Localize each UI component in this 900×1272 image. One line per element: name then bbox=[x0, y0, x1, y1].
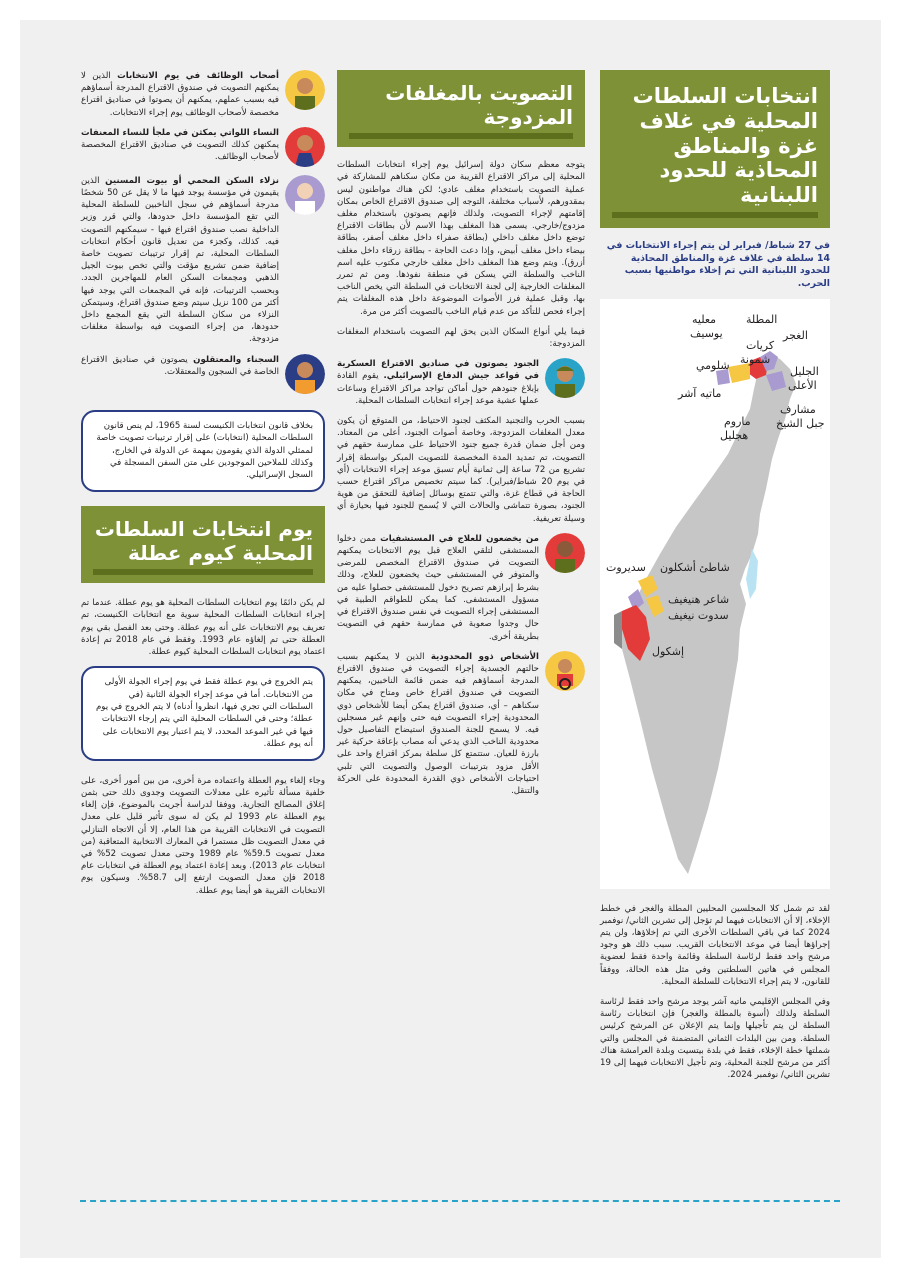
label-marom: ماروم bbox=[724, 414, 751, 428]
label-ghajar: الغجر bbox=[783, 328, 808, 342]
right-lead: في 27 شباط/ فبراير لن يتم إجراء الانتخابات في 14 سلطة في غلاف غزة والمناطق المحاذية للحدود اللبنانية التي تم إخلاء مواطنيها بسبب الحرب. bbox=[606, 239, 830, 289]
title-underline bbox=[612, 212, 818, 218]
label-shmona: شمونة bbox=[740, 352, 771, 366]
reserves-text: بسبب الحرب والتجنيد المكثف لجنود الاحتياط، من المتوقع أن يكون معدل المغلفات المزدوجة، وخاصة أصوات الجنود، أعلى من المعتاد. ومن أجل ضمان قدرة جميع جنود الاحتياط على ممارسة حقهم في التصويت، تم تمديد المدة المخصصة للتصويت المبكر بواسطة إقرار تشريع من 72 ساعة إلى ثمانية أيام تسبق موعد إجراء الانتخابات (أي في يوم 20 شباط/فبراير). كما سيتم تخصيص مراكز اقتراع حسب الحاجة في قطاع غزة، والتي تتمتع بوسائل إضافية للتحقق من هوية الجنود، بصورة تتماشى والحالات التي لا يُسمح للجنود فيها بحيازة أي وسيلة تعريفية. bbox=[337, 416, 585, 524]
label-hagalil: هجليل bbox=[720, 428, 749, 442]
elderly-text bbox=[81, 175, 279, 346]
label-sdot-negev: سدوت نيغيف bbox=[668, 608, 729, 622]
officials-desc: الذين لا يمكنهم التصويت في صندوق الاقتراع المدرجة أسماؤهم فيه بسبب عملهم، يمكنهم أن يصوتوا في صناديق اقتراع مخصصة لأصحاب الوظائف يوم إجراء الانتخابات. bbox=[81, 71, 279, 118]
officials-item bbox=[81, 70, 325, 119]
officials-text bbox=[81, 70, 279, 119]
elderly-avatar-icon bbox=[285, 175, 325, 215]
double-envelope-title-box bbox=[337, 70, 585, 147]
prisoners-desc: يصوتون في صناديق الاقتراع الخاصة في السجون والمعتقلات. bbox=[81, 354, 279, 377]
hospital-desc: ممن دخلوا المستشفى لتلقي العلاج قبل يوم الانتخابات يمكنهم التصويت في صندوق الاقتراع المخصص للمرضى والمتوفر في المستشفى حيث يخضعون للعلاج، وذلك بشرط إبرازهم تصريح دخول للمستشفى حصلوا عليه من مسؤول المستشفى. كما يمكن للطواقم الطبية في المستشفى إجراء التصويت في نفس صندوق الاقتراع في حال وجدوا صعوبة في ممارسة حقهم في التصويت بطريقة أخرى. bbox=[337, 533, 539, 642]
soldiers-text bbox=[337, 358, 539, 407]
bottom-dashed-divider bbox=[80, 1200, 840, 1202]
right-column bbox=[600, 70, 830, 1089]
right-paragraph-1: لقد تم شمل كلا المجلسين المحليين المطلة والغجر في خطط الإخلاء، إلا أن الانتخابات فيهما لم تؤجل إلى تشرين الثاني/ نوفمبر 2024 كما في باقي السلطات الأخرى التي تم إخلاؤها، ولن يتم إجراؤها أيضا في موعد الانتخابات القريب. سبب ذلك هو وجود مرشح واحد فقط لرئاسة السلطة وقائمة واحدة فقط لعضوية المجلس في هاتين السلطتين وفي مثل هذه الحالة، ووفقاً للقانون، لا يتم إجراء الانتخابات للسلطة المحلية. bbox=[600, 903, 830, 987]
disabled-item bbox=[337, 651, 585, 797]
holiday-paragraph-2: وجاء إلغاء يوم العطلة واعتماده مرة أخرى، من بين أمور أخرى، على خلفية مسألة تأثيره على معدلات التصويت وجدوى ذلك حتى بثمن إغلاق المصالح التجارية. ووفقا لدراسة أجريت بالموضوع، فإن إلغاء يوم العطلة عام 1993 لم يكن له سوى تأثير قليل على معدل التصويت في الانتخابات القريبة من هذا العام، إلا أن الاتجاه التنازلي في معدل التصويت ظل مستمرا في المعارك الانتخابية المتعاقبة (من معدل تصويت 59.5% عام 1989 وحتى معدل تصويت 52% في انتخابات عام 2013). وبعد إعادة اعتماد يوم العطلة في انتخابات عام 2018 فإن معدل التصويت ارتفع إلى 58.7%. وسيكون يوم الانتخابات القريبة هو أيضا يوم عطلة. bbox=[81, 775, 325, 896]
shelter-text bbox=[81, 127, 279, 164]
elderly-bold: نزلاء السكن المحمي أو بيوت المسنين bbox=[105, 175, 280, 186]
label-shaar-hanegev: شاعر هنيغيف bbox=[668, 592, 730, 606]
soldiers-item bbox=[337, 358, 585, 407]
right-paragraph-2: وفي المجلس الإقليمي ماتيه آشر يوجد مرشح واحد فقط لرئاسة السلطة ولذلك (أسوة بالمطلة والغجر) فإن انتخابات رئاسة السلطة لن يتم تأجيلها وإنما يتم الإعلان عن المرشح كرئيس السلطة. ومن بين البلدات الثماني المتضمنة في المجلس والتي شملتها خطة الإخلاء، فقط في بلدة بيتسيت وبلدة العرامشة هناك أكثر من مرشح للجنة المحلية، وتم تأجيل الانتخابات فيهما إلى 19 تشرين الثاني/ نوفمبر 2024. bbox=[600, 997, 830, 1081]
elderly-item bbox=[81, 175, 325, 346]
prisoners-bold: السجناء والمعتقلون bbox=[193, 354, 279, 365]
label-elyon: الأعلى bbox=[788, 378, 817, 392]
prisoners-text bbox=[81, 354, 279, 378]
shelter-bold: النساء اللواتي يمكثن في ملجأ للنساء المعنفات bbox=[81, 127, 279, 138]
shelter-desc: يمكنهن كذلك التصويت في صناديق الاقتراع المخصصة لأصحاب الوظائف. bbox=[81, 140, 279, 163]
prisoner-avatar-icon bbox=[285, 354, 325, 394]
disabled-text bbox=[337, 651, 539, 797]
official-avatar-icon bbox=[285, 70, 325, 110]
title-underline bbox=[93, 569, 313, 575]
soldiers-desc: يقوم القادة بإبلاغ جنودهم حول أماكن تواجد مراكز الاقتراع وساعات عملها عشية موعد إجراء انتخابات السلطات المحلية. bbox=[337, 371, 539, 406]
label-mateh-asher: ماتيه آشر bbox=[678, 386, 722, 400]
disabled-bold: الأشخاص ذوو المحدودية bbox=[430, 651, 539, 662]
label-galil: الجليل bbox=[790, 364, 819, 378]
label-yosef: يوسيف bbox=[690, 326, 723, 340]
label-jabal: جبل الشيخ bbox=[776, 416, 825, 430]
holiday-title: يوم انتخابات السلطات المحلية كيوم عطلة bbox=[94, 516, 313, 565]
hospital-bold: من يخضعون للعلاج في المستشفيات bbox=[380, 533, 539, 544]
prisoners-item bbox=[81, 354, 325, 394]
knesset-law-note: بخلاف قانون انتخابات الكنيست لسنة 1965، لم ينص قانون السلطات المحلية (انتخابات) على إقرار ترتيبات تصويت خاصة لممثلي الدولة الذي يقومون بمهمة عن الدولة في الخارج، وكذلك للملاحين الموجودين على متن السفن المسجلة في السجل الإسرائيلي. bbox=[81, 410, 325, 492]
title-underline bbox=[349, 133, 573, 139]
main-title-box bbox=[600, 70, 830, 228]
label-metula: المطلة bbox=[746, 312, 778, 326]
types-intro: فيما يلي أنواع السكان الذين يحق لهم التصويت باستخدام المغلفات المزدوجة: bbox=[337, 326, 585, 350]
disabled-desc: الذين لا يمكنهم بسبب حالتهم الجسدية إجراء التصويت في صندوق الاقتراع المدرجة أسماؤهم فيه ضمن قائمة الناخبين، يمكنهم التصويت في صندوق اقتراع خاص ومتاح في مكان سكناهم – أي، صندوق اقتراع يمكن أيضا للأشخاص ذوي المحدودية إجراء التصويت فيه حتى وإنهم غير مسجلين فيه. لا يسمح للجنة الصندوق استيضاح التفاصيل حول محدودية الناخب الذي يدعي أنه مصاب بإعاقة حركية غير بارزة للعيان. ستتمتع كل سلطة بمركز اقتراع واحد على الأقل مزود بترتيبات الوصول والتصويت التي تلبي احتياجات الأشخاص ذوي القدرة المحدودة على الحركة والتنقل. bbox=[337, 651, 539, 796]
hospital-item bbox=[337, 533, 585, 643]
north-region-yellow bbox=[728, 363, 750, 383]
label-sderot: سديروت bbox=[606, 560, 646, 574]
hospital-text bbox=[337, 533, 539, 643]
label-shlomi: شلومي bbox=[696, 358, 730, 372]
label-eshkol: إشكول bbox=[652, 644, 685, 658]
holiday-paragraph-1: لم يكن دائمًا يوم انتخابات السلطات المحلية هو يوم عطلة. عندما تم إجراء انتخابات السلطات المحلية سوية مع انتخابات الكنيست، تم تعريف يوم الانتخابات على أنه يوم عطلة. وحتى بعد الفصل بقي يوم العطلة حتى تم إلغاؤه عام 1993. وفقط في عام 2018 تم إعادة اعتماد يوم انتخابات السلطات المحلية كيوم عطلة. bbox=[81, 598, 326, 657]
disabled-avatar-icon bbox=[545, 651, 585, 691]
label-maalot: معليه bbox=[692, 312, 717, 326]
soldiers-bold: الجنود يصوتون في صناديق الاقتراع العسكرية في قواعد جيش الدفاع الإسرائيلي. bbox=[337, 359, 539, 382]
mid-intro: يتوجه معظم سكان دولة إسرائيل يوم إجراء انتخابات السلطات المحلية إلى مراكز الاقتراع القريبة من مكان سكناهم للمشاركة في عملية التصويت باستخدام مغلف عادي؛ لكن هناك مواطنون ليس بمقدورهم، لأسباب مختلفة، التوجه إلى صندوق الاقتراع الخاص بمكان إقامتهم لإجراء التصويت، ولذلك فإنهم يصوتون باستخدام مغلف مزدوج/خارجي. يسمى هذا المغلف بهذا الاسم لأن بطاقات الاقتراع توضع داخل مغلف داخلي (بطاقة صفراء داخل مغلف أصفر، بطاقة بيضاء داخل مغلف أبيض، وإذا دعت الحاجة - بطاقة زرقاء داخل مغلف أزرق). ويتم وضع هذا المغلف داخل مغلف خارجي مكتوب عليه اسم الناخب والسلطة التي يسكن في منطقة نفوذها. ومن ثم تمرر المغلفات الخارجية إلى لجنة الانتخابات في السلطة التي يخص الناخب بها، وقبل عملية فرز الأصوات الموضوعة داخل هذه المغلفات يتم إجراء فحص للتأكد من عدم قيام الناخب بالتصويت أكثر من مرة. bbox=[337, 160, 585, 317]
holiday-note: يتم الخروج في يوم عطلة فقط في يوم إجراء الجولة الأولى من الانتخابات. أما في موعد إجراء الجولة الثانية (في السلطات التي تجري فيها، انظروا أدناه) لا يتم الخروج في يوم عطلة؛ وحتى في السلطات المحلية التي يتم إرجاء الانتخابات فيها في غير الموعد المحدد، لا يتم اعتبار يوم الانتخابات على أنه يوم عطلة. bbox=[81, 666, 325, 761]
main-title: انتخابات السلطات المحلية في غلاف غزة والمناطق المحاذية للحدود اللبنانية bbox=[632, 84, 818, 208]
woman-avatar-icon bbox=[285, 127, 325, 167]
patient-avatar-icon bbox=[545, 533, 585, 573]
officials-bold: أصحاب الوظائف في يوم الانتخابات bbox=[117, 71, 279, 81]
holiday-title-box bbox=[81, 506, 325, 583]
left-column bbox=[81, 70, 325, 905]
gaza-strip bbox=[614, 611, 622, 649]
label-misgav: مشارف bbox=[780, 402, 816, 416]
label-hof-ashkelon: شاطئ أشكلون bbox=[660, 560, 730, 574]
soldier-avatar-icon bbox=[545, 358, 585, 398]
double-envelope-title: التصويت بالمغلفات المزدوجة bbox=[385, 81, 573, 129]
label-kiryat: كريات bbox=[746, 338, 775, 352]
shelter-item bbox=[81, 127, 325, 167]
middle-column bbox=[337, 70, 585, 805]
israel-map bbox=[600, 299, 830, 889]
right-body bbox=[600, 903, 830, 1082]
elderly-desc: الذين يقيمون في مؤسسة يوجد فيها ما لا يقل عن 50 شخصًا مدرجة أسماؤهم في سجل الناخبين للسلطة المحلية التي تقع المؤسسة داخل حدودها، والتي قرر وزير الداخلية نصب صندوق اقتراع فيها - سيمكنهم التصويت فيه. كذلك، وكجزء من تعديل قانون أحكام انتخابات السلطات المحلية، تم إقرار ترتيبات تصويت خاصة إضافية ضمن تشريع مؤقت والتي تخص بيوت الجيل الذهبي ومجمعات السكن العام للمهاجرين الجدد. وبحسب الترتيبات، فإنه في المجمعات التي يوجد فيها أكثر من 100 نزيل سيتم وضع صندوق اقتراع، وسيتمكن النزلاء من سكان السلطة التي يقع المجمع داخل حدودها، من إجراء التصويت فيه بواسطة مغلفات مزدوجة. bbox=[81, 175, 279, 345]
